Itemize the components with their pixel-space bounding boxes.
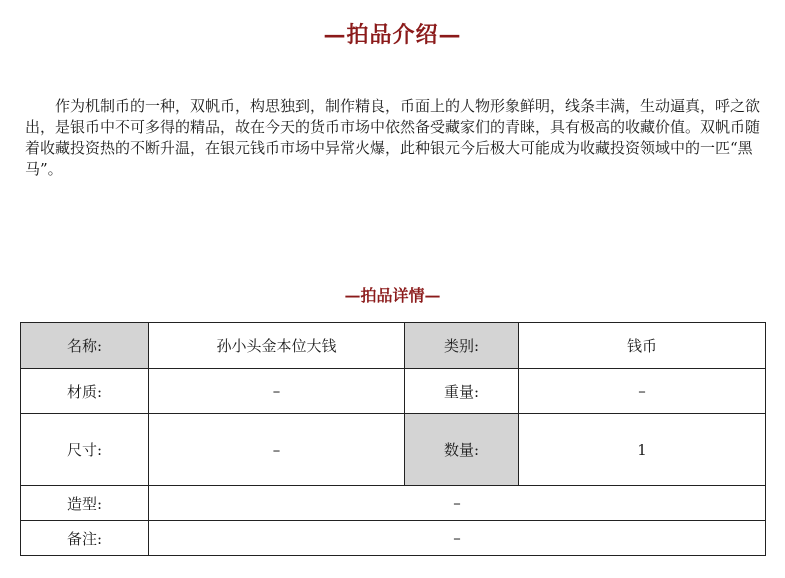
table-row bbox=[21, 521, 766, 556]
quantity-value: 1 bbox=[519, 414, 766, 486]
remark-value: – bbox=[149, 521, 766, 556]
lot-introduction-heading: —拍品介绍— bbox=[323, 22, 462, 48]
shape-label: 造型: bbox=[21, 486, 149, 521]
table-row bbox=[21, 369, 766, 414]
weight-label: 重量: bbox=[405, 369, 519, 414]
lot-details-heading: —拍品详情— bbox=[344, 286, 441, 305]
category-label: 类别: bbox=[405, 323, 519, 369]
name-value: 孙小头金本位大钱 bbox=[149, 323, 405, 369]
name-label: 名称: bbox=[21, 323, 149, 369]
size-value: – bbox=[149, 414, 405, 486]
material-label: 材质: bbox=[21, 369, 149, 414]
lot-details-table bbox=[20, 322, 766, 556]
lot-introduction-text: 作为机制币的一种，双帆币，构思独到，制作精良，币面上的人物形象鲜明，线条丰满，生动逼真，呼之欲出，是银币中不可多得的精品，故在今天的货币市场中依然备受藏家们的青睐，具有极高的收藏价值。双帆币随着收藏投资热的不断升温，在银元钱币市场中异常火爆，此种银元今后极大可能成为收藏投资领域中的一匹“黑马”。 bbox=[25, 97, 761, 178]
shape-value: – bbox=[149, 486, 766, 521]
remark-label: 备注: bbox=[21, 521, 149, 556]
weight-value: – bbox=[519, 369, 766, 414]
size-label: 尺寸: bbox=[21, 414, 149, 486]
quantity-label: 数量: bbox=[405, 414, 519, 486]
category-value: 钱币 bbox=[519, 323, 766, 369]
table-row bbox=[21, 486, 766, 521]
table-row bbox=[21, 414, 766, 486]
table-row bbox=[21, 323, 766, 369]
material-value: – bbox=[149, 369, 405, 414]
